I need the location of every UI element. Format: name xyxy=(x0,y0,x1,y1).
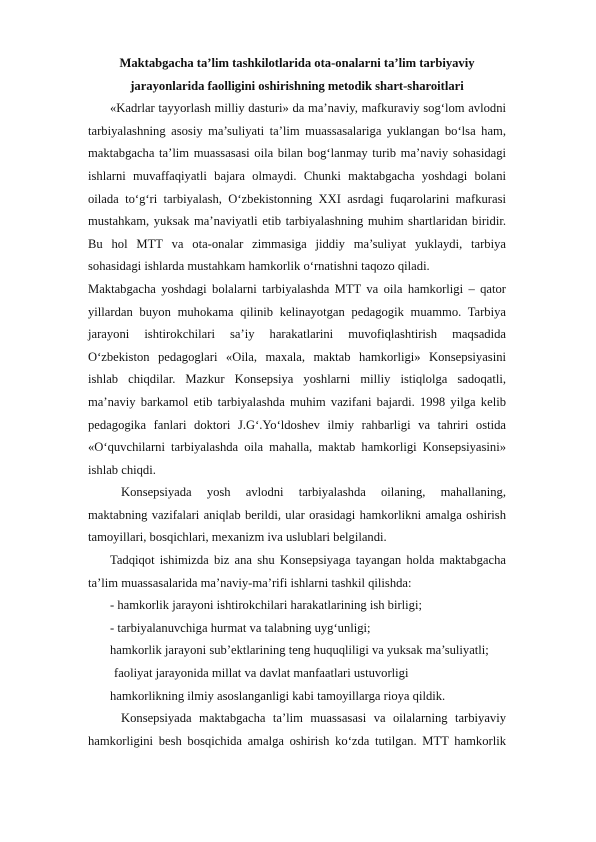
paragraph-2: Maktabgacha yoshdagi bolalarni tarbiyalashda MTT va oila hamkorligi – qator yillardan buyon muhokama qilinib kelinayotgan pedagogik muammo. Tarbiya jarayoni ishtirokchilari sa’iy harakatlarini muvofiqlashtirish maqsadida O‘zbekiston pedagoglari «Oila, maxala, maktab hamkorligi» Konsepsiyasini ishlab chiqdilar. Mazkur Konsepsiya yoshlarni milliy istiqlolga sadoqatli, ma’naviy barkamol etib tarbiyalashda muhim vazifani bajardi. 1998 yilga kelib pedagogika fanlari doktori J.G‘.Yo‘ldoshev ilmiy rahbarligi va tahriri ostida «O‘quvchilarni tarbiyalashda oila mahalla, maktab hamkorligi Konsepsiyasini» ishlab chiqdi. xyxy=(88,281,506,477)
title-line-2: jarayonlarida faolligini oshirishning metodik shart-sharoitlari xyxy=(130,78,464,93)
paragraph-4: Tadqiqot ishimizda biz ana shu Konsepsiyaga tayangan holda maktabgacha ta’lim muassasalarida ma’naviy-ma’rifi ishlarni tashkil qilishda: xyxy=(88,553,506,590)
paragraph-3: Konsepsiyada yosh avlodni tarbiyalashda oilaning, mahallaning, maktabning vazifalari aniqlab berildi, ular orasidagi hamkorlikni amalga oshirish tamoyillari, bosqichlari, mexanizm iva uslublari belgilandi. xyxy=(88,485,506,545)
list-item: - tarbiyalanuvchiga hurmat va talabning uyg‘unligi; xyxy=(110,620,371,635)
title-line-1: Maktabgacha ta’lim tashkilotlarida ota-onalarni ta’lim tarbiyaviy xyxy=(119,56,475,70)
paragraph-5: Konsepsiyada maktabgacha ta’lim muassasasi va oilalarning tarbiyaviy hamkorligini besh bosqichida amalga oshirish ko‘zda tutilgan. MTT hamkorlik xyxy=(88,711,506,748)
list-item: hamkorlikning ilmiy asoslanganligi kabi tamoyillarga rioya qildik. xyxy=(110,688,446,703)
document-page xyxy=(88,52,506,752)
list-item: hamkorlik jarayoni sub’ektlarining teng huquqliligi va yuksak ma’suliyatli; xyxy=(110,643,489,658)
list-item: faoliyat jarayonida millat va davlat manfaatlari ustuvorligi xyxy=(114,666,409,681)
document-title xyxy=(88,52,506,97)
paragraph-1: «Kadrlar tayyorlash milliy dasturi» da ma’naviy, mafkuraviy sog‘lom avlodni tarbiyalashning asosiy ma’suliyati ta’lim muassasalariga yuklangan bo‘lsa ham, maktabgacha ta’lim muassasasi oila bilan bog‘lanmay turib ma’naviy sohasidagi ishlarni muvaffaqiyatli bajara olmaydi. Chunki maktabgacha yoshdagi bolani oilada to‘g‘ri tarbiyalash, O‘zbekistonning XXI asrdagi fuqarolarini mafkurasi mustahkam, yuksak ma’naviyatli etib tarbiyalashning muhim shartlaridan biridir. Bu hol MTT va ota-onalar zimmasiga jiddiy ma’suliyat yuklaydi, tarbiya sohasidagi ishlarda mustahkam hamkorlik o‘rnatishni taqozo qiladi. xyxy=(88,101,506,274)
list-item: - hamkorlik jarayoni ishtirokchilari harakatlarining ish birligi; xyxy=(110,598,422,613)
